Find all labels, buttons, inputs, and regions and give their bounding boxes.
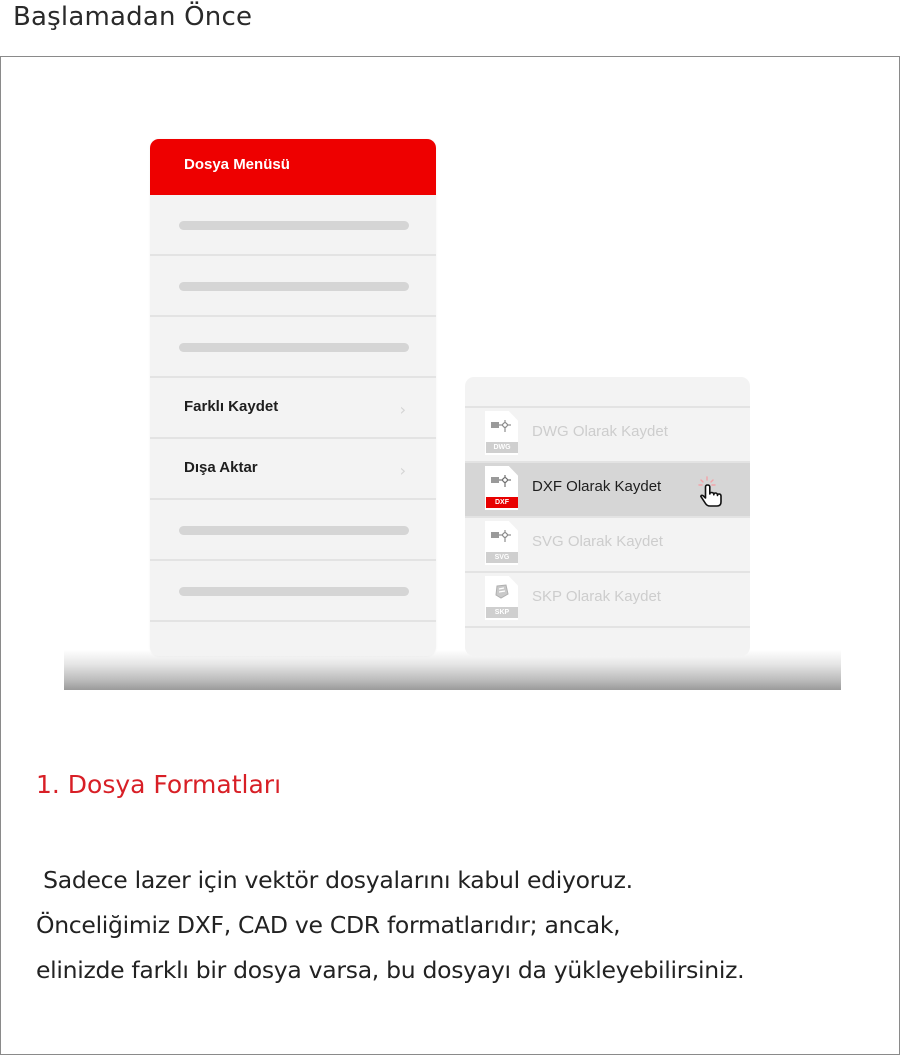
menu-row-placeholder [150, 500, 436, 561]
file-menu-panel [150, 139, 436, 656]
file-menu-header: Dosya Menüsü [150, 139, 436, 195]
placeholder-bar [179, 221, 409, 230]
cad-file-icon [485, 521, 518, 565]
hand-pointer-click-icon [697, 475, 727, 509]
menu-item-label: Dışa Aktar [184, 459, 258, 476]
menu-item-label: Farklı Kaydet [184, 398, 279, 415]
menu-item-save-as[interactable] [150, 378, 436, 439]
placeholder-bar [179, 587, 409, 596]
menu-row-placeholder [150, 195, 436, 256]
menu-item-export[interactable] [150, 439, 436, 500]
submenu-item-dwg[interactable] [465, 408, 750, 463]
page-title: Başlamadan Önce [13, 2, 253, 32]
body-line: Sadece lazer için vektör dosyalarını kabul ediyoruz. [36, 866, 633, 894]
submenu-item-label: SKP Olarak Kaydet [532, 588, 661, 605]
sketchup-file-icon [485, 576, 518, 620]
cad-file-icon [485, 466, 518, 510]
chevron-right-icon: › [399, 400, 406, 419]
section-title: 1. Dosya Formatları [36, 770, 282, 799]
body-line: Önceliğimiz DXF, CAD ve CDR formatlarıdır; ancak, [36, 911, 621, 939]
placeholder-bar [179, 526, 409, 535]
file-type-tag: DXF [486, 497, 518, 508]
section-body [36, 858, 886, 993]
file-type-tag: SVG [486, 552, 518, 563]
body-line: elinizde farklı bir dosya varsa, bu dosyayı da yükleyebilirsiniz. [36, 956, 745, 984]
menu-row-placeholder [150, 256, 436, 317]
submenu-item-svg[interactable] [465, 518, 750, 573]
save-as-submenu [465, 377, 750, 656]
file-type-tag: SKP [486, 607, 518, 618]
submenu-item-label: DWG Olarak Kaydet [532, 423, 668, 440]
placeholder-bar [179, 282, 409, 291]
file-type-tag: DWG [486, 442, 518, 453]
chevron-right-icon: › [399, 461, 406, 480]
submenu-item-label: SVG Olarak Kaydet [532, 533, 663, 550]
submenu-top-spacer [465, 377, 750, 408]
placeholder-bar [179, 343, 409, 352]
illustration-shadow [64, 650, 841, 690]
submenu-item-skp[interactable] [465, 573, 750, 628]
cad-file-icon [485, 411, 518, 455]
submenu-item-dxf[interactable] [465, 463, 750, 518]
menu-row-placeholder [150, 317, 436, 378]
submenu-item-label: DXF Olarak Kaydet [532, 478, 662, 495]
menu-row-placeholder [150, 561, 436, 622]
